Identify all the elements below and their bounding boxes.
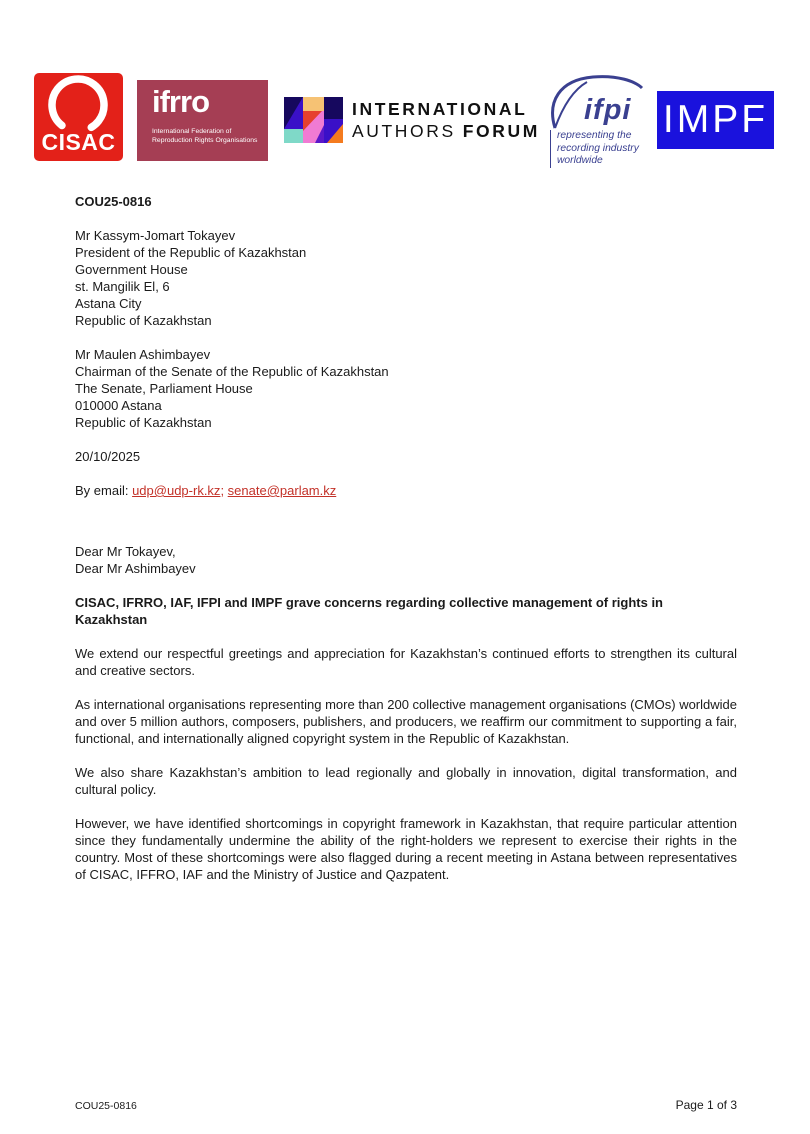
ifrro-tagline: International Federation of Reproduction Rights Organisations bbox=[152, 128, 258, 144]
subject-line: CISAC, IFRRO, IAF, IFPI and IMPF grave concerns regarding collective management of rights in Kazakhstan bbox=[75, 595, 664, 627]
recipient-address-senate bbox=[75, 346, 737, 431]
salutation-line: Dear Mr Tokayev, bbox=[75, 544, 176, 559]
paragraph-organisations: As international organisations representing more than 200 collective management organisations (CMOs) worldwide and over 5 million authors, composers, publishers, and producers, we reaffirm our commitment to supporting a fair, functional, and internationally aligned copyright system in the Republic of Kazakhstan. bbox=[75, 697, 737, 746]
impf-logo bbox=[657, 91, 774, 149]
email-link-udp[interactable]: udp@udp-rk.kz bbox=[132, 483, 221, 498]
recipient-address-president bbox=[75, 227, 737, 329]
impf-wordmark: IMPF bbox=[662, 98, 769, 141]
ifpi-tagline: representing the recording industry worldwide bbox=[550, 130, 645, 168]
address-line: Astana City bbox=[75, 296, 142, 311]
cisac-brush-circle-icon bbox=[40, 75, 116, 135]
address-line: Government House bbox=[75, 262, 188, 277]
salutation-line: Dear Mr Ashimbayev bbox=[75, 561, 196, 576]
address-line: Republic of Kazakhstan bbox=[75, 415, 212, 430]
address-line: st. Mangilik El, 6 bbox=[75, 279, 170, 294]
ifrro-logo bbox=[137, 80, 268, 161]
cisac-logo bbox=[34, 73, 123, 161]
iaf-line2: AUTHORS FORUM bbox=[352, 121, 540, 141]
salutation bbox=[75, 543, 737, 577]
paragraph-greetings: We extend our respectful greetings and appreciation for Kazakhstan’s continued efforts to strengthen its cultural and creative sectors. bbox=[75, 646, 737, 678]
address-line: The Senate, Parliament House bbox=[75, 381, 253, 396]
reference-number: COU25-0816 bbox=[75, 194, 152, 209]
email-link-senate[interactable]: senate@parlam.kz bbox=[227, 483, 337, 498]
footer-page-number: Page 1 of 3 bbox=[675, 1098, 737, 1112]
address-line: 010000 Astana bbox=[75, 398, 162, 413]
address-line: Mr Maulen Ashimbayev bbox=[75, 347, 211, 362]
iaf-geometric-icon bbox=[284, 97, 343, 143]
address-line: Mr Kassym-Jomart Tokayev bbox=[75, 228, 236, 243]
letter-date: 20/10/2025 bbox=[75, 449, 141, 464]
ifrro-wordmark: ifrro bbox=[152, 84, 209, 119]
address-line: President of the Republic of Kazakhstan bbox=[75, 245, 307, 260]
footer-reference: COU25-0816 bbox=[75, 1100, 137, 1112]
by-email-line bbox=[75, 482, 737, 499]
paragraph-ambition: We also share Kazakhstan’s ambition to lead regionally and globally in innovation, digital transformation, and cultural policy. bbox=[75, 765, 737, 797]
address-line: Chairman of the Senate of the Republic of Kazakhstan bbox=[75, 364, 389, 379]
cisac-wordmark: CISAC bbox=[41, 129, 116, 155]
email-separator: ; bbox=[220, 483, 228, 498]
ifpi-wordmark: ifpi bbox=[584, 94, 632, 126]
address-line: Republic of Kazakhstan bbox=[75, 313, 212, 328]
ifpi-logo bbox=[543, 72, 645, 170]
iaf-wordmark bbox=[352, 98, 540, 142]
iaf-line1: INTERNATIONAL bbox=[352, 99, 528, 119]
paragraph-shortcomings: However, we have identified shortcomings in copyright framework in Kazakhstan, that require particular attention since they fundamentally undermine the ability of the right-holders we represent to exercise their rights in the country. Most of these shortcomings were also flagged during a recent meeting in Astana between representatives of CISAC, IFFRO, IAF and the Ministry of Justice and Qazpatent. bbox=[75, 816, 737, 882]
letter-body bbox=[75, 193, 737, 883]
by-email-label: By email: bbox=[75, 483, 133, 498]
